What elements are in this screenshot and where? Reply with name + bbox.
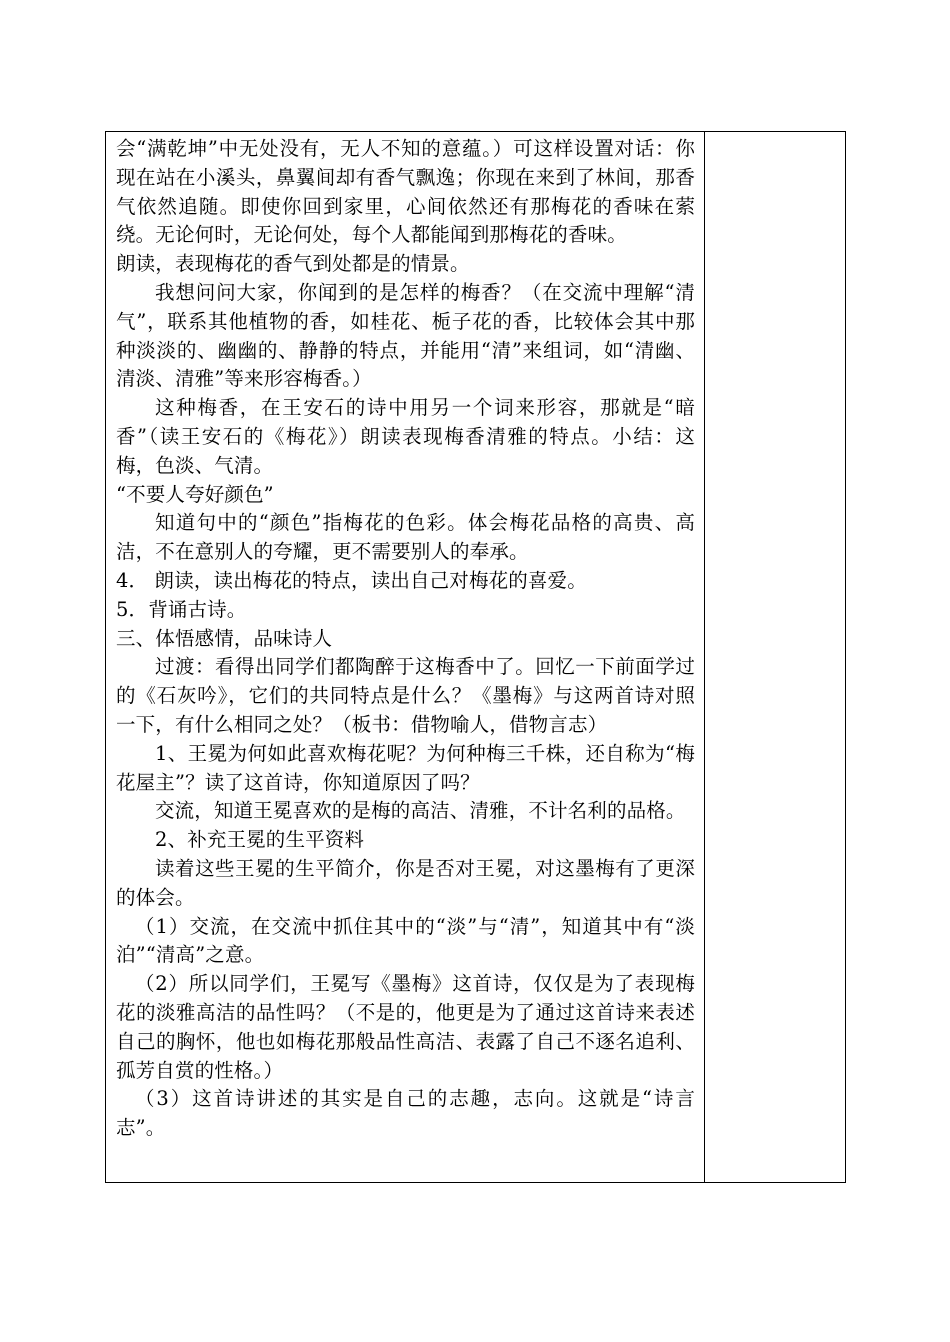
paragraph: 2、补充王冕的生平资料 — [155, 828, 365, 852]
lesson-content-cell — [106, 132, 705, 1182]
paragraph: （1）交流，在交流中抓住其中的“淡”与“清”，知道其中有“淡泊”“清高”之意。 — [116, 914, 695, 967]
lesson-table — [105, 131, 846, 1183]
paragraph: 读着这些王冕的生平简介，你是否对王冕，对这墨梅有了更深的体会。 — [116, 856, 695, 909]
paragraph: （3）这首诗讲述的其实是自己的志趣，志向。这就是“诗言志”。 — [116, 1087, 695, 1140]
paragraph: 过渡：看得出同学们都陶醉于这梅香中了。回忆一下前面学过的《石灰吟》，它们的共同特点是什么？《墨梅》与这两首诗对照一下，有什么相同之处？（板书：借物喻人，借物言志） — [116, 655, 695, 736]
paragraph: 5．背诵古诗。 — [116, 597, 247, 621]
paragraph: 知道句中的“颜色”指梅花的色彩。体会梅花品格的高贵、高洁，不在意别人的夸耀，更不需要别人的奉承。 — [116, 511, 695, 564]
paragraph: 4． 朗读，读出梅花的特点，读出自己对梅花的喜爱。 — [116, 568, 587, 592]
paragraph: 交流，知道王冕喜欢的是梅的高洁、清雅，不计名利的品格。 — [155, 799, 686, 823]
paragraph: 这种梅香，在王安石的诗中用另一个词来形容，那就是“暗香”（读王安石的《梅花》）朗读表现梅香清雅的特点。小结：这梅，色淡、气清。 — [116, 396, 695, 477]
paragraph: 我想问问大家，你闻到的是怎样的梅香？（在交流中理解“清气”，联系其他植物的香，如桂花、栀子花的香，比较体会其中那种淡淡的、幽幽的、静静的特点，并能用“清”来组词，如“清幽、清淡、清雅”等来形容梅香。） — [116, 280, 695, 391]
paragraph: 1、王冕为何如此喜欢梅花呢？为何种梅三千株，还自称为“梅花屋主”？读了这首诗，你知道原因了吗？ — [116, 741, 695, 794]
section-heading: 三、体悟感情，品味诗人 — [116, 626, 333, 650]
paragraph: 朗读，表现梅花的香气到处都是的情景。 — [116, 252, 470, 276]
paragraph: （2）所以同学们，王冕写《墨梅》这首诗，仅仅是为了表现梅花的淡雅高洁的品性吗？（不是的，他更是为了通过这首诗来表述自己的胸怀，他也如梅花那般品性高洁、表露了自己不逐名追利、孤芳自赏的性格。） — [116, 972, 695, 1082]
notes-cell — [705, 132, 845, 1182]
paragraph: “不要人夸好颜色” — [116, 482, 274, 506]
paragraph: 会“满乾坤”中无处没有，无人不知的意蕴。）可这样设置对话：你现在站在小溪头，鼻翼间却有香气飘逸；你现在来到了林间，那香气依然追随。即使你回到家里，心间依然还有那梅花的香味在萦绕。无论何时，无论何处，每个人都能闻到那梅花的香味。 — [116, 137, 695, 247]
